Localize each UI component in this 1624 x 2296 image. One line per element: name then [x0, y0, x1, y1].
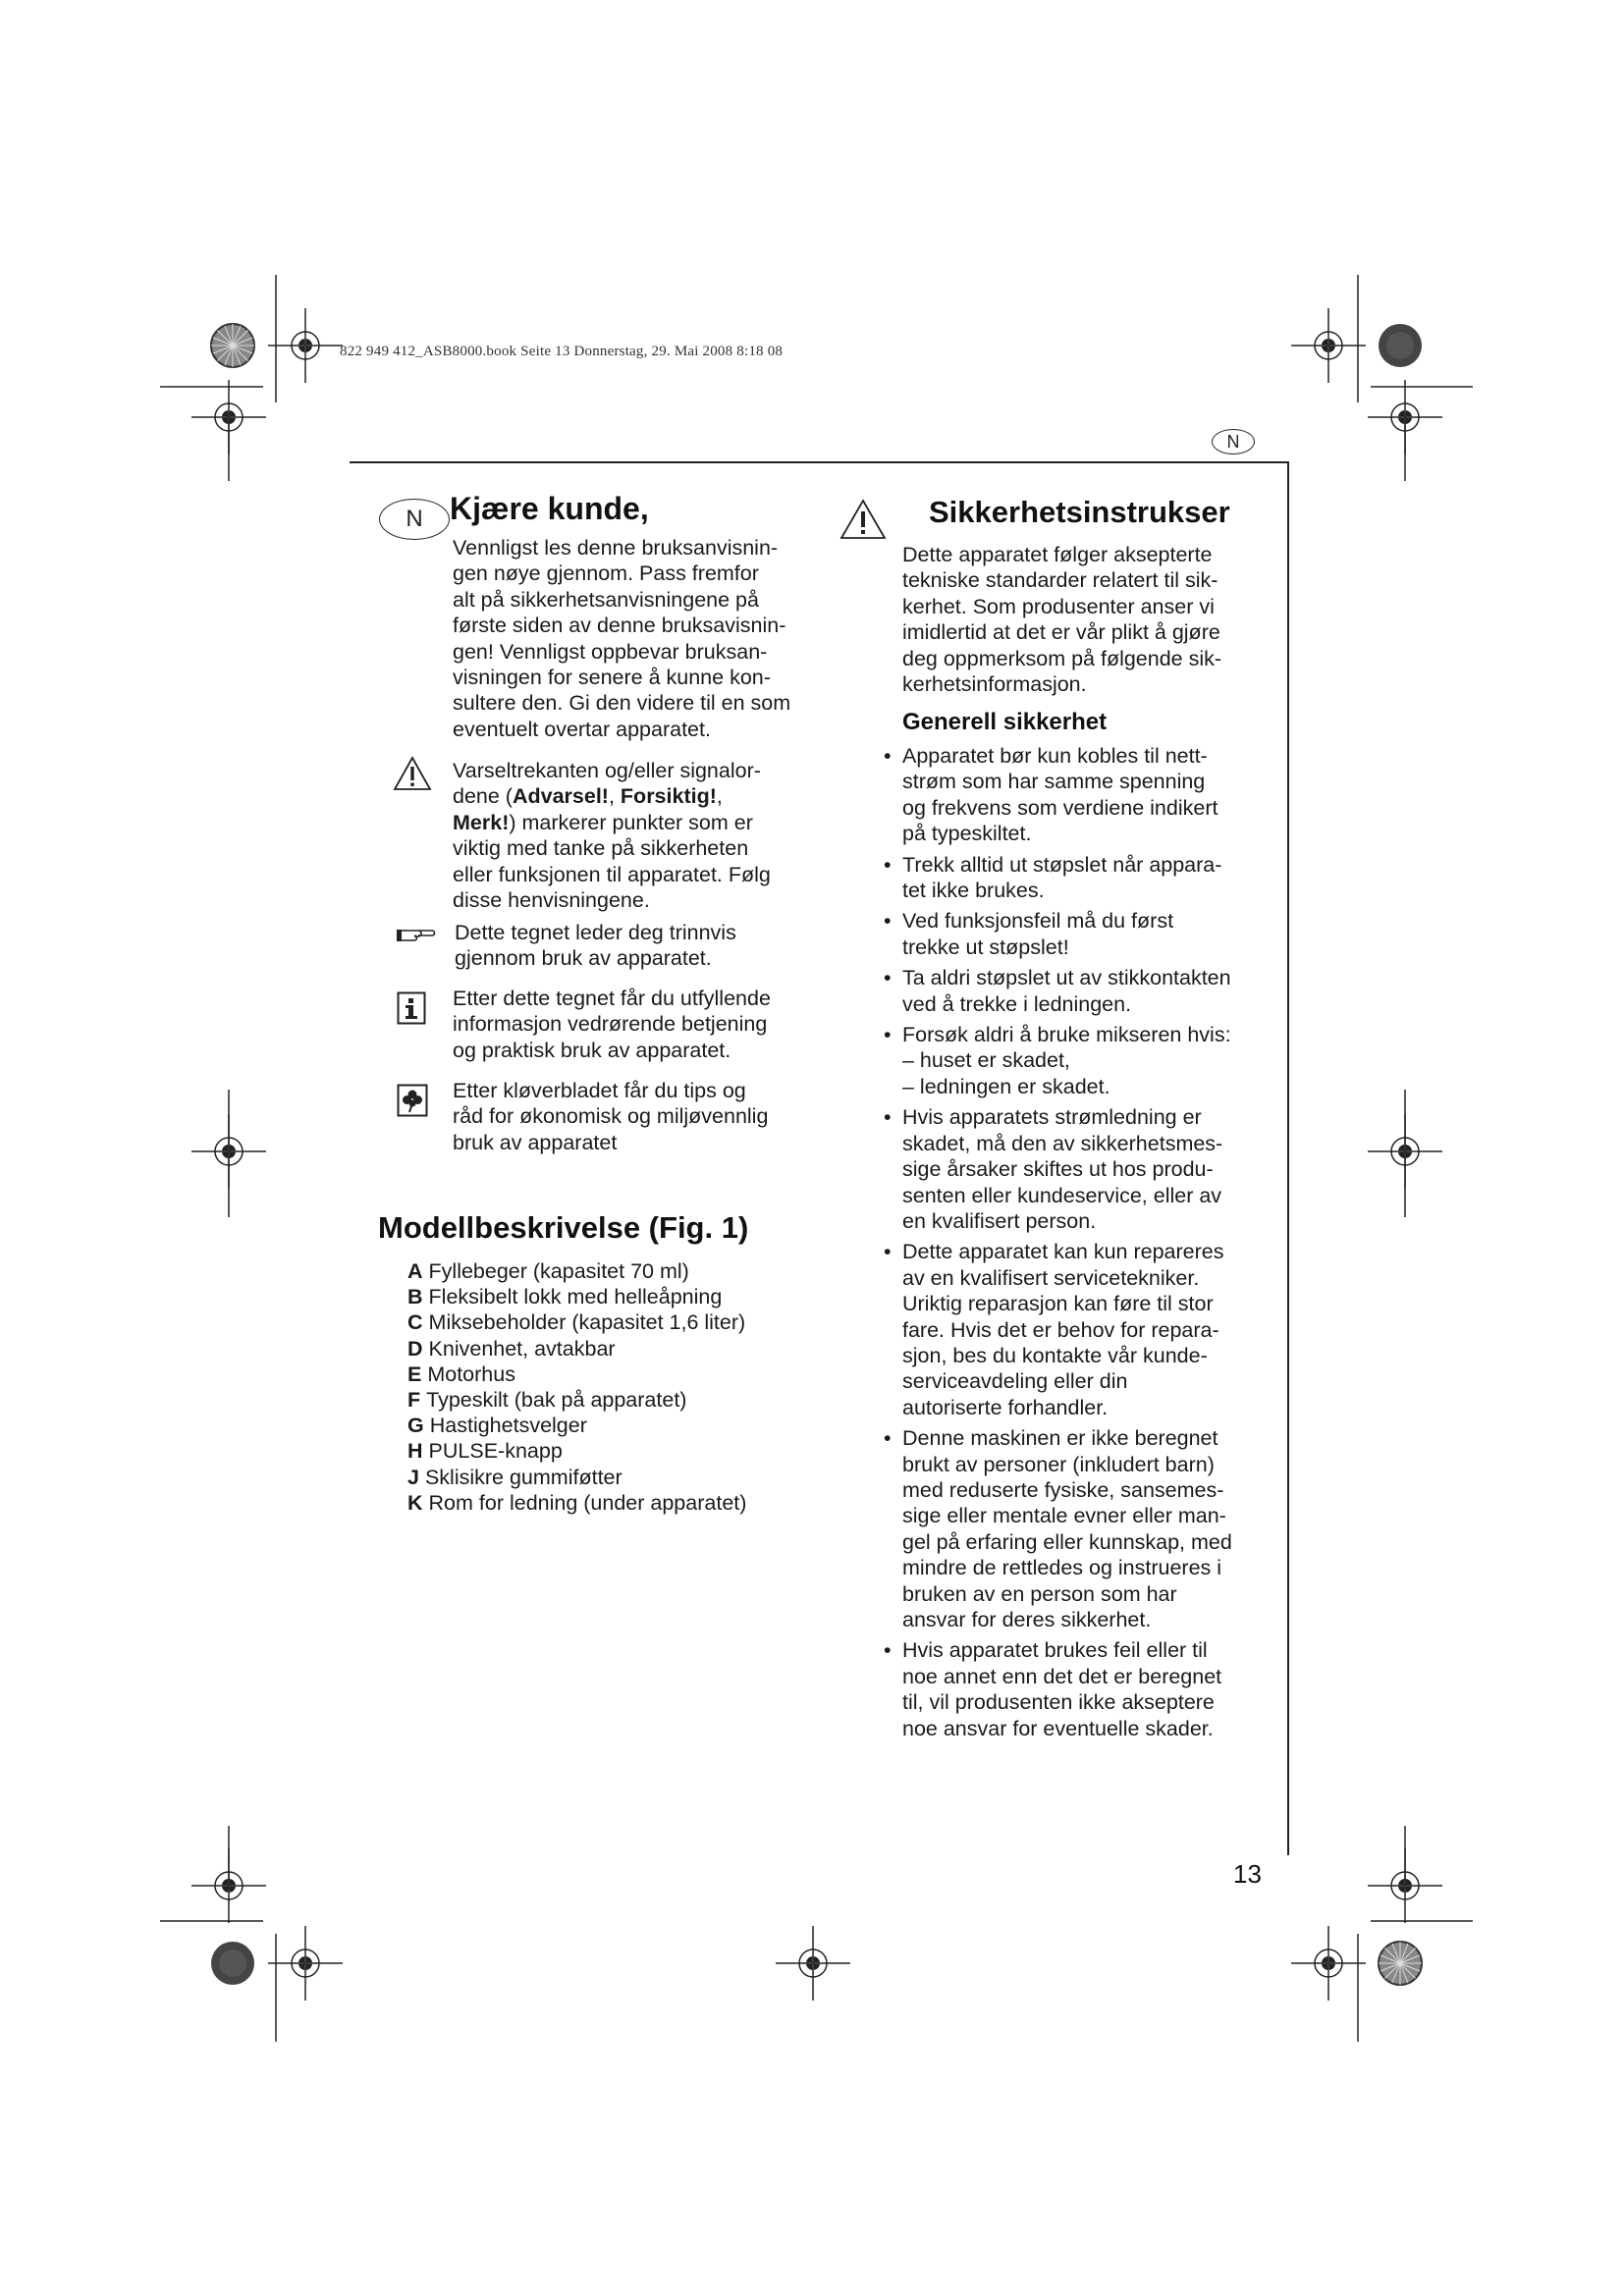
part-key: J — [407, 1465, 419, 1489]
list-item — [881, 1425, 1273, 1632]
bullet-dot: • — [884, 1638, 892, 1663]
list-item — [881, 1022, 1273, 1099]
list-item — [881, 908, 1273, 960]
intro-line: sultere den. Gi den videre til en som — [453, 691, 791, 716]
info-icon — [397, 991, 426, 1025]
bullet-line: på typeskiltet. — [902, 822, 1032, 846]
bullet-dot: • — [884, 1105, 892, 1130]
bullet-line: med reduserte fysiske, sansemes- — [902, 1477, 1224, 1502]
warning-note — [453, 758, 771, 913]
part-text: Typeskilt (bak på apparatet) — [426, 1388, 687, 1413]
warning-triangle-icon — [393, 756, 432, 791]
bullet-line: skadet, må den av sikkerhetsmes- — [902, 1131, 1223, 1155]
bullet-line: sige eller mentale evner eller man- — [902, 1504, 1226, 1528]
warning-line: viktig med tanke på sikkerheten — [453, 836, 749, 861]
warning-text: , — [608, 784, 621, 809]
part-text: Fyllebeger (kapasitet 70 ml) — [428, 1259, 689, 1283]
bullet-line: noe annet enn det det er beregnet — [902, 1664, 1222, 1688]
warning-text: , — [716, 784, 723, 809]
intro-line: alt på sikkerhetsanvisningene på — [453, 587, 759, 612]
bullet-line: Ved funksjonsfeil må du først — [902, 909, 1174, 934]
part-text: Hastighetsvelger — [429, 1414, 587, 1438]
warning-text: dene ( — [453, 784, 513, 809]
general-safety-subtitle: Generell sikkerhet — [902, 709, 1108, 735]
bullet-line: – huset er skadet, — [902, 1048, 1070, 1073]
intro-line: gen nøye gjennom. Pass fremfor — [453, 561, 759, 586]
intro-line: Vennligst les denne bruksanvisnin- — [453, 536, 779, 560]
safety-intro-line: Dette apparatet følger aksepterte — [902, 543, 1213, 566]
bullet-line: brukt av personer (inkludert barn) — [902, 1452, 1215, 1476]
part-key: G — [407, 1414, 424, 1438]
intro-text — [453, 535, 790, 742]
pointing-hand-icon — [397, 923, 436, 944]
info-line: informasjon vedrørende betjening — [453, 1012, 768, 1037]
list-item — [407, 1413, 746, 1438]
bullet-line: Hvis apparatet brukes feil eller til — [902, 1638, 1208, 1663]
language-badge — [1212, 429, 1255, 454]
info-line: Etter dette tegnet får du utfyllende — [453, 987, 771, 1010]
safety-intro-line: deg oppmerksom på følgende sik- — [902, 646, 1222, 670]
forsiktig-label: Forsiktig! — [620, 784, 717, 809]
list-item — [407, 1258, 746, 1284]
part-text: Fleksibelt lokk med helleåpning — [428, 1285, 723, 1309]
part-text: Sklisikre gummiføtter — [424, 1465, 623, 1489]
part-key: D — [407, 1336, 423, 1361]
hand-note — [455, 920, 736, 972]
bullet-line: Denne maskinen er ikke beregnet — [902, 1426, 1218, 1451]
clover-line: bruk av apparatet — [453, 1130, 618, 1154]
bullet-dot: • — [884, 1240, 892, 1264]
info-line: og praktisk bruk av apparatet. — [453, 1038, 731, 1062]
list-item — [881, 1637, 1273, 1741]
list-item — [407, 1438, 746, 1464]
intro-line: eventuelt overtar apparatet. — [453, 717, 711, 741]
list-item — [881, 743, 1273, 847]
hand-line: Dette tegnet leder deg trinnvis — [455, 921, 736, 944]
bullet-line: av en kvalifisert servicetekniker. — [902, 1265, 1200, 1290]
bullet-line: Dette apparatet kan kun repareres — [902, 1240, 1224, 1264]
page-frame-right — [1287, 461, 1289, 1855]
part-key: C — [407, 1310, 423, 1335]
warning-line — [453, 810, 771, 835]
advarsel-label: Advarsel! — [512, 784, 609, 809]
bullet-line: sige årsaker skiftes ut hos produ- — [902, 1157, 1214, 1182]
bullet-line: Ta aldri støpslet ut av stikkontakten — [902, 966, 1231, 990]
warning-line: disse henvisningene. — [453, 888, 650, 913]
safety-intro-line: imidlertid at det er vår plikt å gjøre — [902, 620, 1220, 645]
bullet-dot: • — [884, 1426, 892, 1451]
title-language-badge — [379, 499, 450, 540]
bullet-line: og frekvens som verdiene indikert — [902, 795, 1218, 820]
bullet-line: Hvis apparatets strømledning er — [902, 1105, 1202, 1130]
safety-bullet-list — [881, 743, 1273, 1746]
bullet-line: tet ikke brukes. — [902, 879, 1045, 903]
title-language-badge-label: N — [406, 506, 423, 532]
intro-line: gen! Vennligst oppbevar bruksan- — [453, 639, 768, 664]
part-key: H — [407, 1439, 423, 1464]
clover-line: Etter kløverbladet får du tips og — [453, 1079, 746, 1102]
page-frame-top — [350, 461, 1288, 463]
cloverleaf-icon — [397, 1084, 428, 1117]
safety-title: Sikkerhetsinstrukser — [929, 495, 1230, 529]
bullet-line: senten eller kundeservice, eller av — [902, 1183, 1222, 1207]
bullet-line: ved å trekke i ledningen. — [902, 991, 1132, 1016]
list-item — [881, 852, 1273, 904]
part-text: Miksebeholder (kapasitet 1,6 liter) — [428, 1310, 746, 1335]
part-text: Knivenhet, avtakbar — [428, 1336, 616, 1361]
part-key: A — [407, 1259, 423, 1283]
list-item — [407, 1284, 746, 1309]
bullet-line: autoriserte forhandler. — [902, 1395, 1109, 1419]
warning-text: ) markerer punkter som er — [509, 810, 753, 834]
bullet-dot: • — [884, 1023, 892, 1047]
warning-line — [453, 783, 771, 809]
safety-intro — [902, 542, 1221, 697]
bullet-line: gel på erfaring eller kunnskap, med — [902, 1529, 1232, 1554]
bullet-line: serviceavdeling eller din — [902, 1369, 1128, 1394]
bullet-line: – ledningen er skadet. — [902, 1074, 1110, 1098]
bullet-line: ansvar for deres sikkerhet. — [902, 1608, 1152, 1631]
info-note — [453, 986, 771, 1063]
list-item — [407, 1336, 746, 1362]
safety-intro-line: kerhet. Som produsenter anser vi — [902, 594, 1215, 618]
model-description-title: Modellbeskrivelse (Fig. 1) — [378, 1210, 749, 1245]
list-item — [407, 1465, 746, 1490]
bullet-dot: • — [884, 909, 892, 934]
bullet-line: strøm som har samme spenning — [902, 770, 1206, 794]
part-text: Motorhus — [427, 1362, 515, 1386]
list-item — [407, 1387, 746, 1413]
warning-line: eller funksjonen til apparatet. Følg — [453, 862, 771, 886]
bullet-dot: • — [884, 966, 892, 990]
part-key: F — [407, 1388, 421, 1413]
merk-label: Merk! — [453, 810, 510, 834]
bullet-dot: • — [884, 852, 892, 877]
language-badge-label: N — [1226, 431, 1240, 452]
bullet-line: Apparatet bør kun kobles til nett- — [902, 744, 1208, 768]
intro-line: visningen for senere å kunne kon- — [453, 666, 771, 690]
part-key: K — [407, 1490, 423, 1515]
warning-line: Varseltrekanten og/eller signalor- — [453, 759, 761, 782]
bullet-line: Forsøk aldri å bruke mikseren hvis: — [902, 1023, 1231, 1047]
safety-warning-icon — [839, 499, 887, 540]
bullet-line: Uriktig reparasjon kan føre til stor — [902, 1292, 1214, 1316]
hand-line: gjennom bruk av apparatet. — [455, 946, 712, 971]
list-item — [881, 1104, 1273, 1234]
part-text: Rom for ledning (under apparatet) — [428, 1490, 747, 1515]
bullet-line: en kvalifisert person. — [902, 1208, 1097, 1233]
bullet-line: sjon, bes du kontakte vår kunde- — [902, 1343, 1208, 1367]
bullet-line: Trekk alltid ut støpslet når appara- — [902, 852, 1222, 877]
list-item — [881, 965, 1273, 1017]
safety-intro-line: tekniske standarder relatert til sik- — [902, 568, 1218, 593]
page-number: 13 — [1233, 1859, 1262, 1889]
bullet-line: bruken av en person som har — [902, 1581, 1177, 1606]
bullet-line: til, vil produsenten ikke akseptere — [902, 1690, 1215, 1715]
bullet-line: noe ansvar for eventuelle skader. — [902, 1716, 1214, 1740]
clover-note — [453, 1078, 768, 1155]
clover-line: råd for økonomisk og miljøvennlig — [453, 1104, 769, 1129]
bullet-line: fare. Hvis det er behov for repara- — [902, 1317, 1219, 1342]
intro-line: første siden av denne bruksavisnin- — [453, 614, 786, 638]
print-slug: 822 949 412_ASB8000.book Seite 13 Donnerstag, 29. Mai 2008 8:18 08 — [340, 344, 784, 359]
parts-list — [407, 1258, 746, 1516]
list-item — [407, 1309, 746, 1335]
list-item — [881, 1239, 1273, 1420]
list-item — [407, 1362, 746, 1387]
part-key: B — [407, 1285, 423, 1309]
part-text: PULSE-knapp — [428, 1439, 563, 1464]
bullet-dot: • — [884, 744, 892, 768]
part-key: E — [407, 1362, 422, 1386]
greeting-title: Kjære kunde, — [450, 491, 649, 526]
safety-intro-line: kerhetsinformasjon. — [902, 672, 1087, 697]
bullet-line: trekke ut støpslet! — [902, 934, 1069, 959]
bullet-line: mindre de rettledes og instrueres i — [902, 1556, 1222, 1580]
list-item — [407, 1490, 746, 1516]
